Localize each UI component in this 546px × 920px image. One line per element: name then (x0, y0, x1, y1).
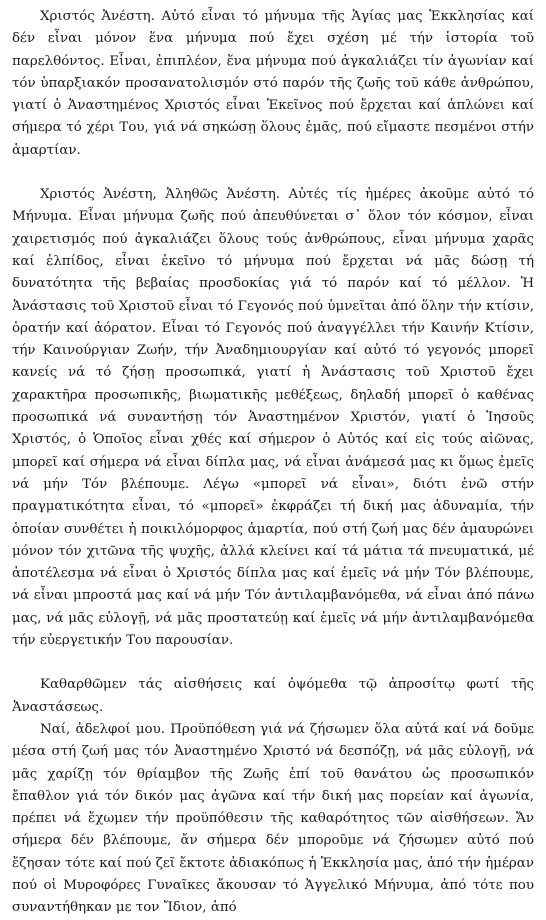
paragraph-gap (12, 162, 534, 184)
paragraph-3: Καθαρθῶμεν τάς αἰσθήσεις καί ὀψόμεθα τῷ ἀπροσίτῳ φωτί τῆς Ἀναστάσεως. (12, 677, 534, 715)
paragraph-2: Χριστός Ἀνέστη, Ἀληθῶς Ἀνέστη. Αὐτές τίς ἡμέρες ἀκοῦμε αὐτό τό Μήνυμα. Εἶναι μήνυμα ζωῆς πού ἀπευθύνεται σ᾽ ὅλον τόν κόσμον, εἶναι χαιρετισμός πού ἀγκαλιάζει ὅλους τούς ἀνθρώπους, εἶναι μήνυμα χαρᾶς καί ἐλπίδος, εἶναι ἐκεῖνο τό μήνυμα πού ἔρχεται νά μᾶς δώσῃ τή δυνατότητα τῆς βεβαίας προσδοκίας γιά τό παρόν καί τό μέλλον. Ἡ Ἀνάστασις τοῦ Χριστοῦ εἶναι τό Γεγονός πού ὑμνεῖται ἀπό ὅλην τήν κτίσιν, ὁρατήν καί ἀόρατον. Εἶναι τό Γεγονός πού ἀναγγέλλει τήν Καινήν Κτίσιν, τήν Καινούργιαν Ζωήν, τήν Ἀναδημιουργίαν καί αὐτό τό γεγονός μπορεῖ κανείς νά τό ζήσῃ προσωπικά, γιατί ἡ Ἀνάστασις τοῦ Χριστοῦ ἔχει χαρακτῆρα προσωπικῆς, βιωματικῆς μεθέξεως, δηλαδή μπορεῖ ὁ καθένας προσωπικά νά συναντήσῃ τόν Ἀναστημένον Χριστόν, γιατί ὁ Ἰησοῦς Χριστός, ὁ Ὁποῖος εἶναι χθές καί σήμερον ὁ Αὐτός καί εἰς τούς αἰῶνας, μπορεῖ καί σήμερα νά εἶναι δίπλα μας, νά εἶναι ἀνάμεσά μας κι ὅμως ἐμεῖς νά μήν Τόν βλέπουμε. Λέγω «μπορεῖ νά εἶναι», διότι ἐνῶ στήν πραγματικότητα εἶναι, τό «μπορεῖ» ἐκφράζει τή δική μας ἀδυναμία, τήν ὁποίαν συνθέτει ἡ ποικιλόμορφος ἁμαρτία, πού στή ζωή μας δέν ἀμαυρώνει μόνον τόν χιτῶνα τῆς ψυχῆς, ἀλλά κλείνει καί τά μάτια τά πνευματικά, μέ ἀποτέλεσμα νά εἶναι ὁ Χριστός δίπλα μας καί ἐμεῖς νά μήν Τόν βλέπουμε, νά εἶναι μπροστά μας καί νά μήν Τόν ἀντιλαμβανόμεθα, νά εἶναι ἀπό πάνω μας, νά μᾶς εὐλογῇ, νά μᾶς προστατεύῃ καί ἐμεῖς νά μήν ἀντιλαμβανόμεθα τήν εὐεργετικήν Του παρουσίαν. (12, 187, 534, 649)
paragraph-1: Χριστός Ἀνέστη. Αὐτό εἶναι τό μήνυμα τῆς Ἁγίας μας Ἐκκλησίας καί δέν εἶναι μόνον ἕνα μήνυμα πού ἔχει σχέση μέ τήν ἱστορία τοῦ παρελθόντος. Εἶναι, ἐπιπλέον, ἕνα μήνυμα πού ἀγκαλιάζει τίν ἀγωνίαν καί τόν ὑπαρξιακόν προσανατολισμόν στό παρόν τῆς ζωῆς τοῦ κάθε ἀνθρώπου, γιατί ὁ Ἀναστημένος Χριστός εἶναι Ἐκεῖνος πού ἔρχεται καί ἁπλώνει καί σήμερα τό χέρι Του, γιά νά σηκώσῃ ὅλους ἐμᾶς, πού εἴμαστε πεσμένοι στήν ἁμαρτίαν. (12, 9, 534, 158)
paragraph-4: Ναί, ἀδελφοί μου. Προϋπόθεση γιά νά ζήσωμεν ὅλα αὐτά καί νά δοῦμε μέσα στή ζωή μας τόν Ἀναστημένο Χριστό νά δεσπόζῃ, νά μᾶς εὐλογῇ, νά μᾶς χαρίζῃ τόν θρίαμβον τῆς Ζωῆς ἐπί τοῦ θανάτου ὡς προσωπικόν ἔπαθλον γιά τόν δικόν μας ἀγῶνα καί τήν δική μας πορείαν καί ἀγωνία, πρέπει νά ἔχωμεν τήν προϋπόθεσιν τῆς καθαρότητος τῶν αἰσθήσεων. Ἄν σήμερα δέν βλέπουμε, ἄν σήμερα δέν μποροῦμε νά ζήσωμεν αὐτό πού ἔζησαν τότε καί πού ζεῖ ἔκτοτε ἀδιακόπως ἡ Ἐκκλησία μας, ἀπό τήν ἡμέραν πού οἱ Μυροφόρες Γυναῖκες ἄκουσαν τό Ἀγγελικό Μήνυμα, ἀπό τότε που συναντήθηκαν με τον Ἴδιον, ἀπό (12, 721, 534, 916)
paragraph-gap (12, 652, 534, 674)
